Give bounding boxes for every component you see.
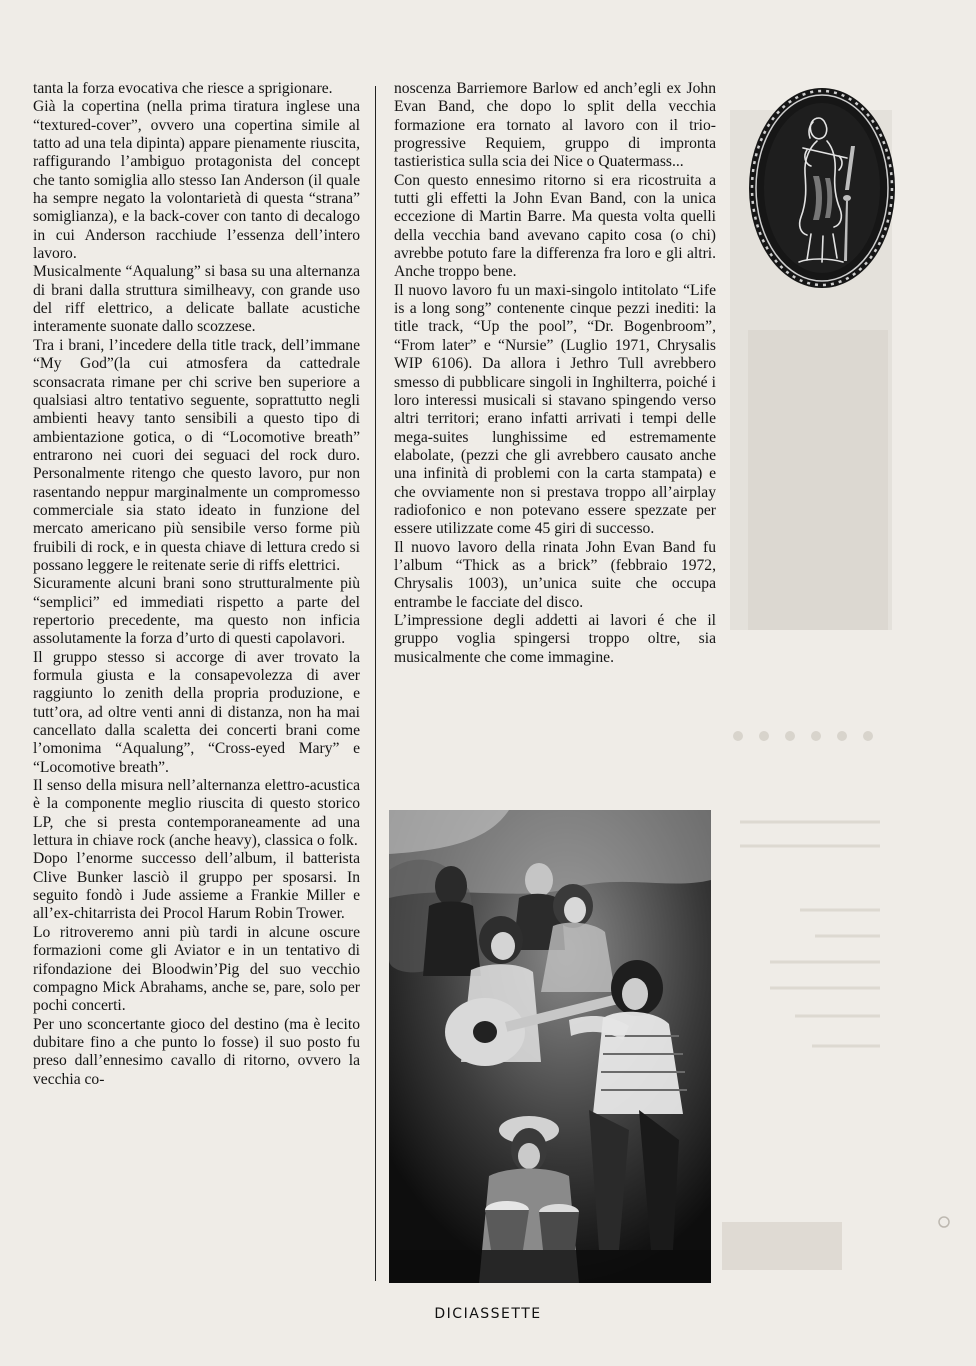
article-paragraph: Già la copertina (nella prima tiratura inglese una “textured-cover”, ovvero una copertina simile al tatto ad una tela dipinta) appare pienamente riuscita, raffigurando l’ambiguo protagonista del concept che tanto somiglia allo stesso Ian Anderson (il quale ha sempre negato la volontarietà di questa “strana” somiglianza), e la back-cover con tanto di decalogo in cui Anderson racchiude l’essenza dell’intero lavoro. — [33, 98, 360, 263]
article-paragraph: Per uno sconcertante gioco del destino (ma è lecito dubitare fino a che punto lo fosse) il suo posto fu preso dall’ennesimo cavallo di ritorno, ovvero la vecchia co- — [33, 1015, 360, 1088]
article-paragraph: Il gruppo stesso si accorge di aver trovato la formula giusta e la consapevolezza di aver raggiunto lo zenith della propria produzione, e tutt’ora, ad oltre venti anni di distanza, non ha mai cancellato dalla scaletta dei concerti brani come l’omonima “Aqualung”, “Cross-eyed Mary” e “Locomotive breath”. — [33, 648, 360, 776]
article-paragraph: Musicalmente “Aqualung” si basa su una alternanza di brani dalla struttura similheavy, con grande uso del riff elettrico, a delicate ballate acustiche interamente suonate dallo scozzese. — [33, 263, 360, 336]
article-column-left — [33, 80, 360, 1089]
article-paragraph: Il nuovo lavoro fu un maxi-singolo intitolato “Life is a long song” contenente cinque pezzi inediti: la title track, “Up the pool”, “Dr. Bogenbroom”, “From later” e “Nursie” (Luglio 1971, Chrysalis WIP 6106). Da allora i Jethro Tull avrebbero smesso di pubblicare singoli in Inghilterra, poiché i loro interessi musicali si stavano spingendo verso altri territori; erano infatti arrivati i tempi delle mega-suites lunghissime ed estremamente elabolate, (pezzi che gli avrebbero causato anche una infinità di problemi con la carta stampata) e che ovviamente non si prestava troppo all’airplay radiofonico e non potevano essere spezzate per essere utilizzate come 45 giri di successo. — [394, 281, 716, 538]
article-paragraph: Il nuovo lavoro della rinata John Evan Band fu l’album “Thick as a brick” (febbraio 1972, Chrysalis 1003), un’unica suite che occupa entrambe le facciate del disco. — [394, 538, 716, 611]
article-paragraph: tanta la forza evocativa che riesce a sprigionare. — [33, 80, 333, 97]
article-paragraph: noscenza Barriemore Barlow ed anch’egli ex John Evan Band, che dopo lo split della vecchia formazione era tornato al lavoro con il trio-progressive Requiem, gruppo di impronta tastieristica sulla scia dei Nice o Quatermass... — [394, 80, 716, 171]
article-paragraph: L’impressione degli addetti ai lavori é che il gruppo voglia spingersi troppo oltre, sia musicalmente che come immagine. — [394, 611, 716, 666]
article-paragraph: Con questo ennesimo ritorno si era ricostruita a tutti gli effetti la John Evan Band, con la unica eccezione di Martin Barre. Ma questa volta quelli della vecchia band avevano capito cosa (o chi) avrebbe potuto fare la differenza fra loro e gli altri. Anche troppo bene. — [394, 171, 716, 281]
article-paragraph: Dopo l’enorme successo dell’album, il batterista Clive Bunker lasciò il gruppo per sposarsi. In seguito fondò i Jude assieme a Frankie Miller e all’ex-chitarrista dei Procol Harum Robin Trower. — [33, 850, 360, 923]
article-paragraph: Il senso della misura nell’alternanza elettro-acustica è la componente meglio riuscita di questo storico LP, che si presta contemporaneamente ad una lettura in chiave rock (anche heavy), classica o folk. — [33, 777, 360, 850]
flute-player-medallion — [747, 86, 897, 290]
band-photo — [389, 810, 711, 1283]
article-paragraph: Sicuramente alcuni brani sono strutturalmente più “semplici” ed immediati rispetto a parte del repertorio precedente, ma questo non inficia assolutamente la forza d’urto di questi capolavori. — [33, 575, 360, 648]
band-photo-illustration — [389, 810, 711, 1283]
article-column-right — [394, 80, 716, 667]
article-paragraph: Tra i brani, l’incedere della title track, dell’immane “My God”(la cui atmosfera da cattedrale sconsacrata rimane per chi scrive ben superiore a qualsiasi altro tentativo seguente, soprattutto negli ambienti heavy tanto sensibili a questo tipo di ambientazione gotica, o di “Locomotive breath” entrarono nei cuori dei seguaci del rock duro. Personalmente ritengo che questo lavoro, pur non rasentando neppur marginalmente un compromesso commerciale sia stato ideato in funzione del mercato americano più sensibile verso forme più fruibili di rock, e in questa chiave di lettura credo si possano leggere le reitenate serie di riffs elettrici. — [33, 336, 360, 574]
column-divider — [375, 86, 376, 1281]
page-number-footer: DICIASSETTE — [434, 1306, 542, 1322]
article-paragraph: Lo ritroveremo anni più tardi in alcune oscure formazioni come gli Aviator e in un tentativo di rifondazione dei Bloodwin’Pig del suo vecchio compagno Mick Abrahams, anche se, pare, solo per pochi concerti. — [33, 923, 360, 1015]
